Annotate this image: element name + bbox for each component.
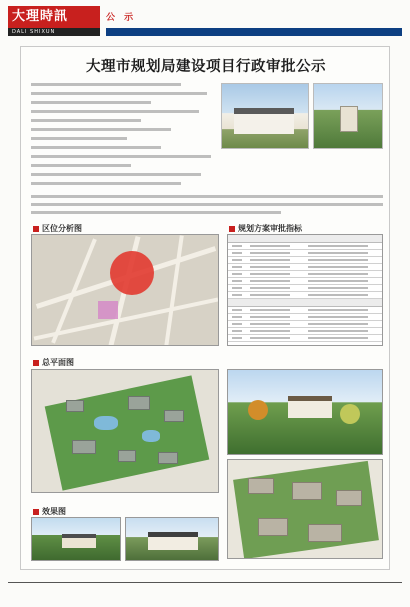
table-row bbox=[228, 335, 382, 342]
info-line bbox=[31, 155, 211, 158]
plan-building bbox=[66, 400, 84, 412]
gate-shape bbox=[340, 106, 358, 132]
indicator-table bbox=[227, 234, 383, 346]
info-line bbox=[31, 83, 181, 86]
plan-building bbox=[164, 410, 184, 422]
table-row bbox=[228, 307, 382, 314]
plan-building bbox=[336, 490, 362, 506]
project-photo-gate bbox=[313, 83, 383, 149]
plan-building bbox=[292, 482, 322, 500]
project-description bbox=[31, 193, 383, 217]
building-shape bbox=[234, 108, 294, 134]
plan-water bbox=[142, 430, 160, 442]
project-location-marker bbox=[110, 251, 154, 295]
map-road bbox=[164, 235, 184, 346]
info-line bbox=[31, 119, 141, 122]
section-title-master-plan bbox=[33, 357, 74, 368]
plan-building bbox=[158, 452, 178, 464]
plan-building bbox=[72, 440, 96, 454]
plan-building bbox=[308, 524, 342, 542]
section-marker-icon bbox=[229, 226, 235, 232]
public-notice bbox=[20, 46, 390, 570]
plan-water bbox=[94, 416, 118, 430]
table-row bbox=[228, 278, 382, 285]
newspaper-logo-subtitle: DALI SHIXUN bbox=[8, 28, 100, 36]
table-row bbox=[228, 250, 382, 257]
section-title-renderings bbox=[33, 506, 66, 517]
table-row bbox=[228, 321, 382, 328]
master-plan-drawing bbox=[31, 369, 219, 493]
plan-green-area bbox=[233, 461, 379, 559]
table-row bbox=[228, 292, 382, 299]
table-row bbox=[228, 285, 382, 292]
masthead-contact-bar bbox=[106, 28, 402, 36]
section-title-text: 区位分析图 bbox=[42, 224, 82, 233]
birds-eye-rendering bbox=[227, 459, 383, 559]
section-title-indicators bbox=[229, 223, 302, 234]
aerial-rendering bbox=[227, 369, 383, 455]
table-row bbox=[228, 328, 382, 335]
info-line bbox=[31, 164, 131, 167]
plan-building bbox=[118, 450, 136, 462]
notice-headline: 大理市规划局建设项目行政审批公示 bbox=[86, 58, 326, 75]
newspaper-logo: 大理時訊 bbox=[8, 6, 100, 28]
section-marker-icon bbox=[33, 509, 39, 515]
info-line bbox=[31, 137, 127, 140]
section-title-text: 总平面图 bbox=[42, 358, 74, 367]
plan-building bbox=[258, 518, 288, 536]
section-title-text: 规划方案审批指标 bbox=[238, 224, 302, 233]
project-info-block bbox=[31, 81, 219, 191]
info-line bbox=[31, 146, 161, 149]
tree-shape bbox=[340, 404, 360, 424]
building-shape bbox=[62, 534, 96, 548]
tree-shape bbox=[248, 400, 268, 420]
table-header-row bbox=[228, 235, 382, 243]
table-row bbox=[228, 257, 382, 264]
plan-building bbox=[248, 478, 274, 494]
info-line bbox=[31, 211, 281, 214]
table-row bbox=[228, 271, 382, 278]
rendering-view-2 bbox=[125, 517, 219, 561]
table-row bbox=[228, 243, 382, 250]
building-shape bbox=[288, 396, 332, 418]
building-shape bbox=[148, 532, 198, 550]
info-line bbox=[31, 195, 383, 198]
info-line bbox=[31, 182, 181, 185]
section-title-location bbox=[33, 223, 82, 234]
table-row bbox=[228, 264, 382, 271]
table-header-row bbox=[228, 299, 382, 307]
info-line bbox=[31, 173, 201, 176]
section-title-text: 效果图 bbox=[42, 507, 66, 516]
info-line bbox=[31, 128, 171, 131]
info-line bbox=[31, 92, 207, 95]
page-footer bbox=[8, 582, 402, 594]
section-name: 公 示 bbox=[106, 13, 137, 23]
site-highlight bbox=[98, 301, 118, 319]
rendering-view-1 bbox=[31, 517, 121, 561]
masthead bbox=[8, 6, 402, 42]
section-marker-icon bbox=[33, 226, 39, 232]
info-line bbox=[31, 110, 199, 113]
plan-building bbox=[128, 396, 150, 410]
info-line bbox=[31, 203, 383, 206]
table-row bbox=[228, 314, 382, 321]
section-marker-icon bbox=[33, 360, 39, 366]
location-map bbox=[31, 234, 219, 346]
info-line bbox=[31, 101, 151, 104]
plan-green-area bbox=[45, 375, 210, 490]
project-photo-building bbox=[221, 83, 309, 149]
